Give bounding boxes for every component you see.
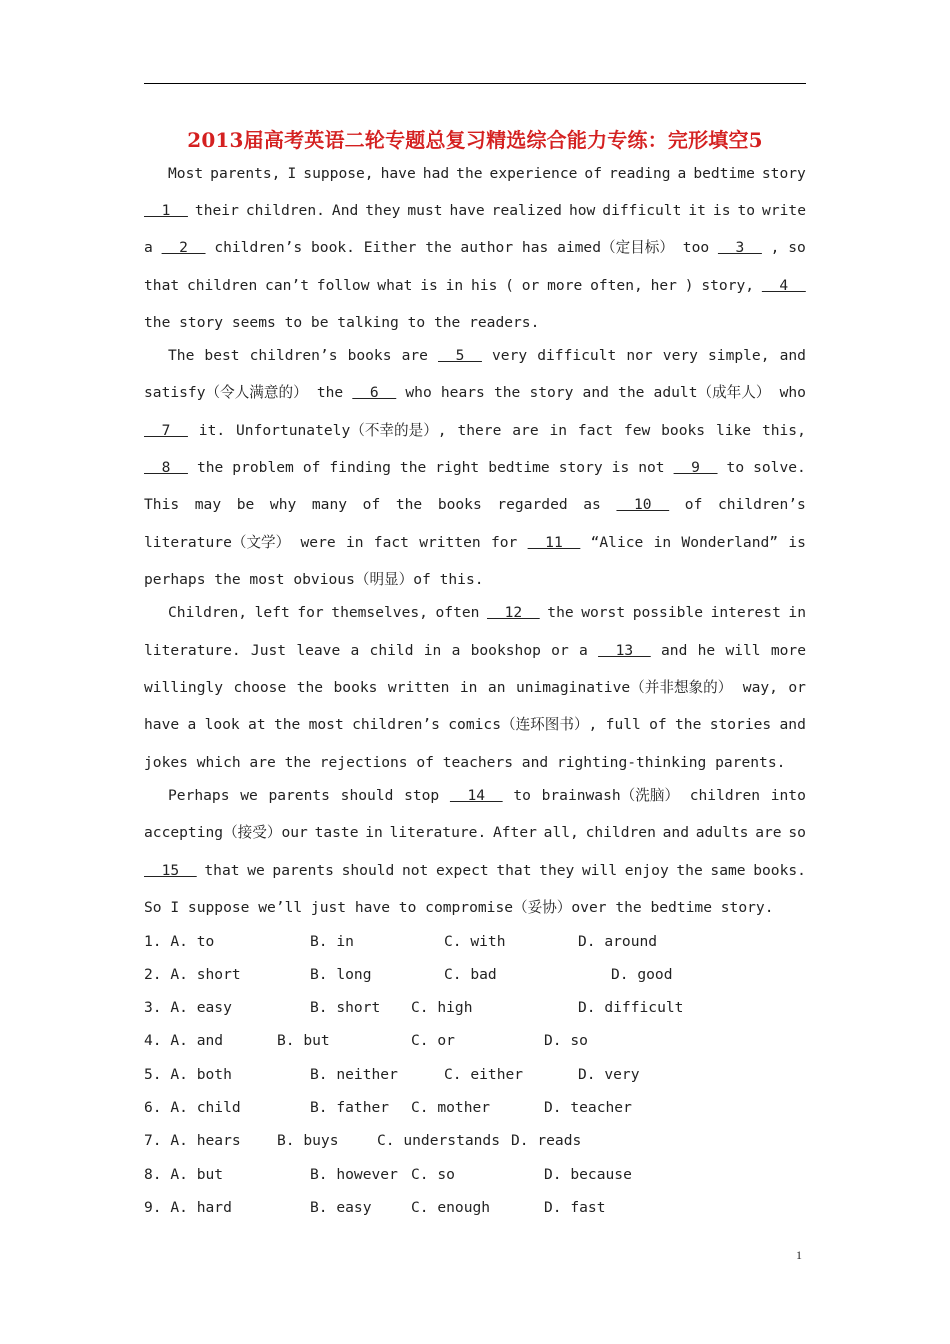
option-item: C. enough <box>411 1199 491 1216</box>
option-item: B. but <box>277 1032 330 1049</box>
word: comics（连环图书）, <box>448 716 598 733</box>
word: adults <box>695 824 749 841</box>
blank-1: 1 <box>144 202 188 219</box>
word: literature（文学） <box>144 534 291 551</box>
word: his <box>471 277 498 294</box>
word: Wonderland” <box>681 534 779 551</box>
word: is <box>420 277 438 294</box>
passage-line <box>168 346 806 366</box>
option-item: C. so <box>411 1166 455 1183</box>
word: so <box>788 239 806 256</box>
word: children. <box>245 202 325 219</box>
option-item: 7. A. hears <box>144 1132 241 1149</box>
word: of <box>362 496 381 513</box>
word: all, <box>543 824 579 841</box>
word: themselves, <box>331 604 428 621</box>
word: children <box>186 277 258 294</box>
option-item: D. fast <box>544 1199 606 1216</box>
option-item: D. around <box>578 933 658 950</box>
word: have <box>144 716 180 733</box>
word: enjoy <box>624 862 669 879</box>
word: regarded <box>497 496 568 513</box>
word: reading <box>609 165 671 182</box>
word: very <box>492 347 528 364</box>
option-item: 5. A. both <box>144 1066 232 1083</box>
word: and <box>779 347 806 364</box>
word: left <box>254 604 290 621</box>
word: the <box>675 716 702 733</box>
word: bookshop <box>470 642 541 659</box>
word: more <box>770 642 806 659</box>
word: we <box>240 787 258 804</box>
word: will <box>725 642 761 659</box>
option-item: B. father <box>310 1099 390 1116</box>
word: parents <box>268 787 330 804</box>
word: nor <box>626 347 653 364</box>
word: jokes which are the rejections of teachers and righting-thinking parents. <box>144 754 786 771</box>
passage-line <box>144 753 806 773</box>
word: I <box>287 165 297 182</box>
passage-line <box>144 898 806 918</box>
word: finding <box>329 459 391 476</box>
option-item: D. so <box>544 1032 588 1049</box>
word: story, <box>701 277 755 294</box>
word: Most <box>168 165 204 182</box>
blank-7: 7 <box>144 422 188 439</box>
blank-3: 3 <box>717 239 762 256</box>
word: accepting（接受）our <box>144 824 308 841</box>
word: ) <box>684 277 694 294</box>
word: written <box>387 679 450 696</box>
word: The <box>168 347 195 364</box>
word: books <box>437 496 482 513</box>
blank-4: 4 <box>761 277 806 294</box>
word: Just <box>250 642 287 659</box>
word: in <box>423 642 442 659</box>
option-item: 3. A. easy <box>144 999 232 1016</box>
blank-6: 6 <box>352 384 397 401</box>
word: in <box>653 534 672 551</box>
passage-line <box>144 313 806 333</box>
option-item: 8. A. but <box>144 1166 224 1183</box>
page-number: 1 <box>796 1248 802 1262</box>
option-item: B. short <box>310 999 381 1016</box>
word: book. <box>311 239 355 256</box>
word: at <box>248 716 266 733</box>
passage-line <box>168 603 806 623</box>
option-item: D. teacher <box>544 1099 632 1116</box>
word: we <box>247 862 265 879</box>
word: expect <box>435 862 489 879</box>
word: best <box>204 347 240 364</box>
word: literature. <box>389 824 487 841</box>
word: should <box>340 787 394 804</box>
passage-line <box>144 570 806 590</box>
word: often, <box>590 277 643 294</box>
option-item: B. in <box>310 933 354 950</box>
word: unimaginative（并非想象的） <box>515 679 733 696</box>
word: children’s <box>352 716 440 733</box>
word: in <box>365 824 383 841</box>
word: brainwash（洗脑） <box>541 787 680 804</box>
option-item: D. because <box>544 1166 632 1183</box>
word: had <box>422 165 450 182</box>
word: hears <box>440 384 485 401</box>
word: taste <box>314 824 359 841</box>
word: how <box>568 202 596 219</box>
word: aimed（定目标） <box>557 239 674 256</box>
word: may <box>194 496 222 513</box>
word: is <box>712 202 731 219</box>
option-item: C. bad <box>444 966 497 983</box>
passage-line <box>144 276 806 296</box>
word: written <box>419 534 481 551</box>
word: more <box>547 277 583 294</box>
word: it. <box>198 422 226 439</box>
passage-line <box>144 201 806 221</box>
word: suppose, <box>303 165 374 182</box>
option-item: B. long <box>310 966 372 983</box>
word: follow <box>316 277 370 294</box>
word: leave <box>296 642 341 659</box>
word: to <box>726 459 745 476</box>
word: story <box>558 459 603 476</box>
word: are <box>401 347 428 364</box>
blank-5: 5 <box>438 347 482 364</box>
option-item: C. understands <box>377 1132 501 1149</box>
word: realized <box>491 202 562 219</box>
word: problem <box>232 459 294 476</box>
word: few <box>623 422 651 439</box>
option-item: 1. A. to <box>144 933 215 950</box>
word: in <box>788 604 806 621</box>
blank-9: 9 <box>673 459 718 476</box>
word: a <box>187 716 197 733</box>
word: a <box>578 642 588 659</box>
word: are <box>755 824 782 841</box>
word: or <box>521 277 540 294</box>
word: has <box>521 239 549 256</box>
word: Either <box>363 239 417 256</box>
word: difficult <box>602 202 682 219</box>
word: the <box>676 862 703 879</box>
word: that <box>144 277 180 294</box>
option-item: B. easy <box>310 1199 372 1216</box>
word: the <box>399 459 427 476</box>
word: have <box>449 202 485 219</box>
word: of <box>584 165 602 182</box>
word: bedtime <box>488 459 550 476</box>
word: can’t <box>265 277 309 294</box>
word: possible <box>632 604 703 621</box>
word: and <box>662 824 689 841</box>
word: the <box>425 239 452 256</box>
word: so <box>788 824 806 841</box>
option-item: 2. A. short <box>144 966 241 983</box>
word: to <box>737 202 756 219</box>
word: write <box>762 202 806 219</box>
word: a <box>350 642 360 659</box>
word: must <box>407 202 443 219</box>
word: “Alice <box>590 534 644 551</box>
word: that <box>496 862 532 879</box>
blank-13: 13 <box>598 642 651 659</box>
word: stop <box>404 787 440 804</box>
word: for <box>297 604 324 621</box>
word: the <box>456 165 483 182</box>
word: is <box>788 534 806 551</box>
option-item: D. difficult <box>578 999 684 1016</box>
word: of <box>649 716 667 733</box>
word: her <box>650 277 677 294</box>
blank-12: 12 <box>487 604 540 621</box>
word: the <box>395 496 423 513</box>
word: willingly <box>144 679 224 696</box>
word: they <box>539 862 575 879</box>
page-title: 2013届高考英语二轮专题总复习精选综合能力专练：完形填空5 <box>187 128 763 152</box>
word: be <box>236 496 255 513</box>
word: that <box>204 862 240 879</box>
word: This <box>144 496 180 513</box>
option-item: B. buys <box>277 1132 339 1149</box>
word: into <box>770 787 806 804</box>
option-item: D. reads <box>511 1132 582 1149</box>
word: the <box>493 384 521 401</box>
word: perhaps the most obvious（明显）of this. <box>144 571 484 588</box>
option-item: B. neither <box>310 1066 398 1083</box>
word: will <box>581 862 618 879</box>
word: children’s <box>717 496 806 513</box>
word: in <box>445 277 464 294</box>
option-item: C. with <box>444 933 506 950</box>
blank-14: 14 <box>449 787 503 804</box>
word: author <box>460 239 514 256</box>
word: Children, <box>168 604 248 621</box>
word: and <box>779 716 806 733</box>
word: there <box>457 422 502 439</box>
word: often <box>435 604 480 621</box>
passage-line <box>144 641 806 661</box>
word: So I suppose we’ll just have to compromise（妥协）over the bedtime story. <box>144 899 774 916</box>
word: is <box>611 459 630 476</box>
option-item: C. mother <box>411 1099 491 1116</box>
passage-line <box>168 786 806 806</box>
word: a <box>451 642 461 659</box>
word: satisfy（令人满意的） <box>144 384 308 401</box>
word: or <box>788 679 806 696</box>
word: children’s <box>249 347 338 364</box>
word: in <box>345 534 364 551</box>
word: children <box>689 787 761 804</box>
word: experience <box>489 165 578 182</box>
word: in <box>459 679 478 696</box>
passage-line <box>144 458 806 478</box>
word: the <box>196 459 224 476</box>
word: their <box>194 202 239 219</box>
word: full <box>605 716 641 733</box>
word: books. <box>753 862 806 879</box>
word: or <box>551 642 569 659</box>
word: children <box>585 824 656 841</box>
word: parents <box>272 862 334 879</box>
option-item: 4. A. and <box>144 1032 224 1049</box>
word: of <box>684 496 703 513</box>
word: who <box>405 384 432 401</box>
word: same <box>710 862 746 879</box>
word: not <box>638 459 665 476</box>
word: fact <box>577 422 614 439</box>
word: who <box>779 384 806 401</box>
word: ( <box>505 277 514 294</box>
passage-line <box>144 421 806 441</box>
word: of <box>302 459 321 476</box>
word: the <box>316 384 344 401</box>
passage-line <box>144 678 806 698</box>
word: the <box>273 716 301 733</box>
word: story <box>761 165 806 182</box>
passage-line: a 2 children’s book. Either the author has aimed（定目标） too 3 , so <box>144 239 806 256</box>
word: an <box>487 679 506 696</box>
word: interest <box>710 604 781 621</box>
word: what <box>377 277 413 294</box>
word: are <box>512 422 539 439</box>
word: worst <box>581 604 626 621</box>
word: bedtime <box>693 165 755 182</box>
option-item: 9. A. hard <box>144 1199 232 1216</box>
word: most <box>308 716 344 733</box>
blank-10: 10 <box>616 496 670 513</box>
passage-line <box>144 823 806 843</box>
word: a <box>677 165 687 182</box>
passage-line <box>144 861 806 881</box>
word: it <box>688 202 706 219</box>
word: books <box>661 422 706 439</box>
option-item: D. good <box>611 966 673 983</box>
word: a <box>144 239 153 256</box>
word: many <box>311 496 348 513</box>
option-item: B. however <box>310 1166 398 1183</box>
word: child <box>369 642 414 659</box>
word: children’s <box>214 239 303 256</box>
word: why <box>269 496 297 513</box>
word: Perhaps <box>168 787 230 804</box>
word: this, <box>761 422 806 439</box>
word: as <box>583 496 601 513</box>
blank-2: 2 <box>161 239 206 256</box>
word: stories <box>709 716 772 733</box>
word: parents, <box>210 165 281 182</box>
word: books <box>347 347 392 364</box>
word: like <box>715 422 752 439</box>
option-item: D. very <box>578 1066 640 1083</box>
word: After <box>492 824 537 841</box>
word: And <box>331 202 359 219</box>
word: in <box>549 422 568 439</box>
word: fact <box>373 534 409 551</box>
word: choose <box>233 679 287 696</box>
word: he <box>697 642 716 659</box>
word: should <box>341 862 395 879</box>
word: were <box>300 534 336 551</box>
word: too <box>682 239 710 256</box>
word: story <box>529 384 574 401</box>
passage-line <box>144 383 806 403</box>
passage-line <box>144 495 806 515</box>
word: the <box>547 604 574 621</box>
word: difficult <box>537 347 617 364</box>
word: the <box>618 384 645 401</box>
option-item: C. either <box>444 1066 524 1083</box>
word: literature. <box>144 642 241 659</box>
word: they <box>365 202 401 219</box>
word: adult（成年人） <box>653 384 771 401</box>
word: books <box>333 679 378 696</box>
passage-line <box>144 533 806 553</box>
word: the story seems to be talking to the readers. <box>144 314 540 331</box>
word: Unfortunately（不幸的是）, <box>236 422 447 439</box>
blank-8: 8 <box>144 459 188 476</box>
word: not <box>401 862 429 879</box>
word: and <box>582 384 609 401</box>
word: have <box>380 165 416 182</box>
option-item: C. or <box>411 1032 455 1049</box>
word: the <box>296 679 324 696</box>
passage-line <box>144 715 806 735</box>
option-item: C. high <box>411 999 473 1016</box>
passage-line <box>168 164 806 184</box>
header-rule <box>144 83 806 84</box>
blank-15: 15 <box>144 862 197 879</box>
word: for <box>490 534 518 551</box>
word: simple, <box>708 347 770 364</box>
word: right <box>435 459 480 476</box>
blank-11: 11 <box>527 534 581 551</box>
word: solve. <box>753 459 806 476</box>
word: to <box>513 787 531 804</box>
word: way, <box>742 679 778 696</box>
word: look <box>204 716 240 733</box>
word: and <box>661 642 688 659</box>
word: very <box>662 347 698 364</box>
option-item: 6. A. child <box>144 1099 241 1116</box>
